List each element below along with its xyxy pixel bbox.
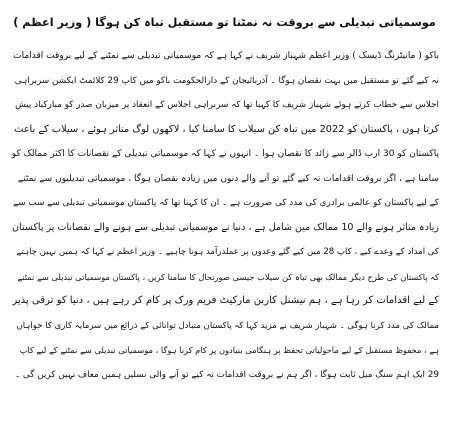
article-line: پاکستان کو 30 ارب ڈالر سے زائد کا نقصان ہوا ۔ انہوں نے کہا کہ موسمیاتی تبدیلی کے نقصانات کا اکثر ممالک کو	[11, 149, 439, 159]
article-line: نہ کیے گئے تو مستقبل میں بہت نقصان ہوگا ۔ آذربائیجان کے دارالحکومت باکو میں کاپ 29 کلائمٹ ایکشن سربراہی	[14, 75, 439, 86]
article-line: زیادہ متاثر ہونے والے 10 ممالک میں شامل ہے ، دنیا نے موسمیاتی تبدیلی سے ہونے والے نقصانات پر پاکستان	[12, 221, 439, 233]
article-headline: موسمیاتی تبدیلی سے بروقت نہ نمٹنا تو مستقبل تباہ کن ہوگا ( وزیر اعظم )	[13, 16, 436, 29]
article-line: اجلاس سے خطاب کرتے ہوئے شہباز شریف کا کہنا تھا کہ سربراہی اجلاس کے انعقاد پر میزبان صدر کو مبارکباد پیش	[15, 100, 439, 110]
article-line: 29 ایک اہم سنگ میل ثابت ہوگا ، اگر ہم نے بروقت اقدامات نہ کیے تو آنے والی نسلیں ہمیں معاف نہیں کریں گی ۔	[14, 369, 439, 380]
article-line: کہ پاکستان کی طرح دیگر ممالک بھی تباہ کن سیلاب جیسی صورتحال کا سامنا کریں ، پاکستان موسمیاتی تبدیلی سے نمٹنے	[17, 271, 439, 282]
article-line: باکو ( مانیٹرنگ ڈیسک ) وزیر اعظم شہباز شریف نے کہا ہے کہ موسمیاتی تبدیلی سے نمٹنے کے لیے بروقت اقدامات	[13, 51, 439, 61]
article-line: کے لیے اقدامات کر رہا ہے ، ہم نیشنل کاربن مارکیٹ فریم ورک پر کام کر رہے ہیں ، دنیا کو ترقی پذیر	[12, 295, 439, 306]
article-line: ممالک کی مدد کرنا ہوگی ۔ شہباز شریف نے مزید کہا کہ پاکستان متبادل توانائی کے ذرائع میں سرمایہ کاری کا خواہاں	[16, 320, 439, 331]
article-line: کرتا ہوں ، پاکستان کو 2022 میں تباہ کن سیلاب کا سامنا کیا ، لاکھوں لوگ متاثر ہوئے ، سیلاب کے باعث	[14, 123, 439, 135]
article-line: سامنا ہے ، اگر بروقت اقدامات نہ کیے گئے تو آنے والے دنوں میں زیادہ نقصان ہوگا ، موسمیاتی تبدیلیوں سے نمٹنے	[17, 173, 439, 184]
article-body	[10, 44, 439, 387]
article-line: کے لیے پاکستان کو عالمی برادری کی مدد کی ضرورت ہے ۔ ان کا کہنا تھا کہ پاکستان موسمیاتی تبدیلی سے سب سے	[13, 198, 439, 208]
article-line: ہے ، محفوظ مستقبل کے لیے ماحولیاتی تحفظ پر ہنگامی بنیادوں پر کام کرنا ہوگا ، موسمیاتی تبدیلی سے نمٹنے کے لیے کاپ	[19, 345, 439, 355]
article-line: کی امداد کے وعدے کیے ، کاپ 28 میں کیے گئے وعدوں پر عملدرآمد ہونا چاہیے ۔ وزیر اعظم نے کہا کہ ہمیں نہیں چاہتے	[16, 247, 439, 257]
